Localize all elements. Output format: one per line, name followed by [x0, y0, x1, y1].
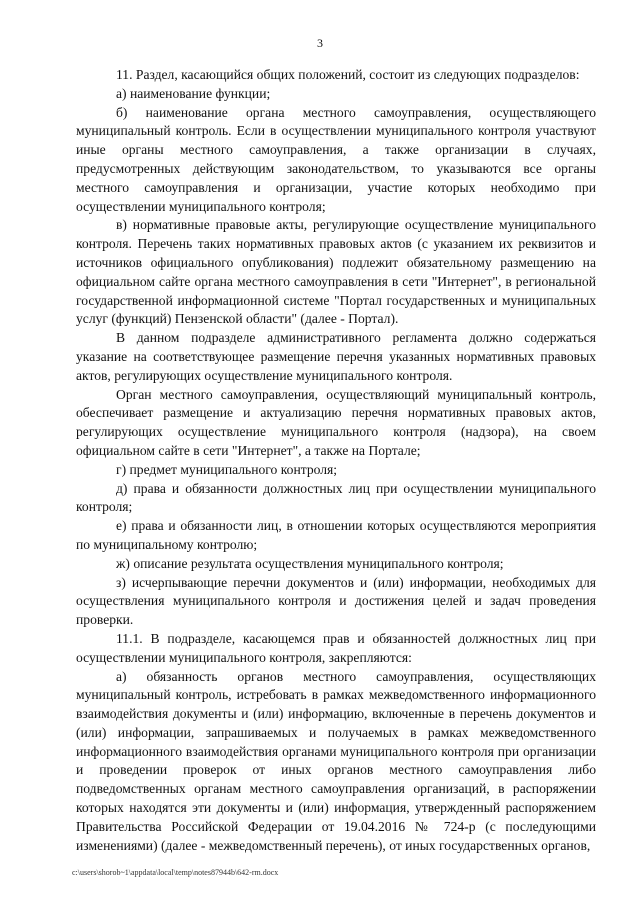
paragraph-item-a: а) наименование функции;: [116, 85, 271, 101]
paragraph-11-1-item-a: а) обязанность органов местного самоуправления, осуществляющих муниципальный контроль, истребовать в рамках межведомственного информационного взаимодействия документы и (или) информацию, включенные в перечень документов и (или) информации, запрашиваемых и получаемых в рамках межведомственного информационного взаимодействия органами муниципального контроля при организации и проведении проверок от иных органов местного самоуправления либо подведомственных органам местного самоуправления организаций, в распоряжении которых находятся эти документы и (или) информация, утвержденный распоряжением Правительства Российской Федерации от 19.04.2016 № 724-р (с последующими изменениями) (далее - межведомственный перечень), от иных государственных органов,: [76, 668, 596, 853]
paragraph-item-b: б) наименование органа местного самоуправления, осуществляющего муниципальный контроль. Если в осуществлении муниципального контроля участвуют иные органы местного самоуправления, а также организации в случаях, предусмотренных действующим законодательством, то указываются все органы местного самоуправления и организации, участие которых необходимо при осуществлении муниципального контроля;: [76, 104, 596, 214]
paragraph-section-11: 11. Раздел, касающийся общих положений, состоит из следующих подразделов:: [116, 67, 580, 82]
paragraph-placement-note: В данном подразделе административного регламента должно содержаться указание на соответствующее размещение перечня указанных нормативных правовых актов, регулирующих осуществление муниципального контроля.: [76, 330, 596, 383]
paragraph-item-d: д) права и обязанности должностных лиц при осуществлении муниципального контроля;: [76, 480, 596, 515]
paragraph-item-zh: ж) описание результата осуществления муниципального контроля;: [116, 555, 504, 571]
paragraph-item-e: е) права и обязанности лиц, в отношении которых осуществляются мероприятия по муниципальному контролю;: [76, 518, 596, 552]
paragraph-authority-duty: Орган местного самоуправления, осуществляющий муниципальный контроль, обеспечивает размещение и актуализацию перечня нормативных правовых актов, регулирующих осуществление муниципального контроля (надзора), на своем официальном сайте в сети "Интернет", а также на Портале;: [76, 386, 596, 458]
document-body: [76, 66, 596, 855]
page-number: 3: [317, 36, 323, 50]
paragraph-section-11-1: 11.1. В подразделе, касающемся прав и обязанностей должностных лиц при осуществлении муниципального контроля, закрепляются:: [76, 630, 596, 665]
paragraph-item-z: з) исчерпывающие перечни документов и (или) информации, необходимых для осуществления муниципального контроля и достижения целей и задач проведения проверки.: [76, 574, 596, 628]
paragraph-item-g: г) предмет муниципального контроля;: [116, 461, 338, 477]
footer-file-path: c:\users\shorob~1\appdata\local\temp\notes87944b\642-rm.docx: [72, 868, 279, 877]
paragraph-item-v: в) нормативные правовые акты, регулирующие осуществление муниципального контроля. Перечень таких нормативных правовых актов (с указанием их реквизитов и источников официального опубликования) подлежит обязательному размещению на официальном сайте органа местного самоуправления в сети "Интернет", в региональной государственной информационной системе "Портал государственных и муниципальных услуг (функций) Пензенской области" (далее - Портал).: [76, 217, 596, 327]
